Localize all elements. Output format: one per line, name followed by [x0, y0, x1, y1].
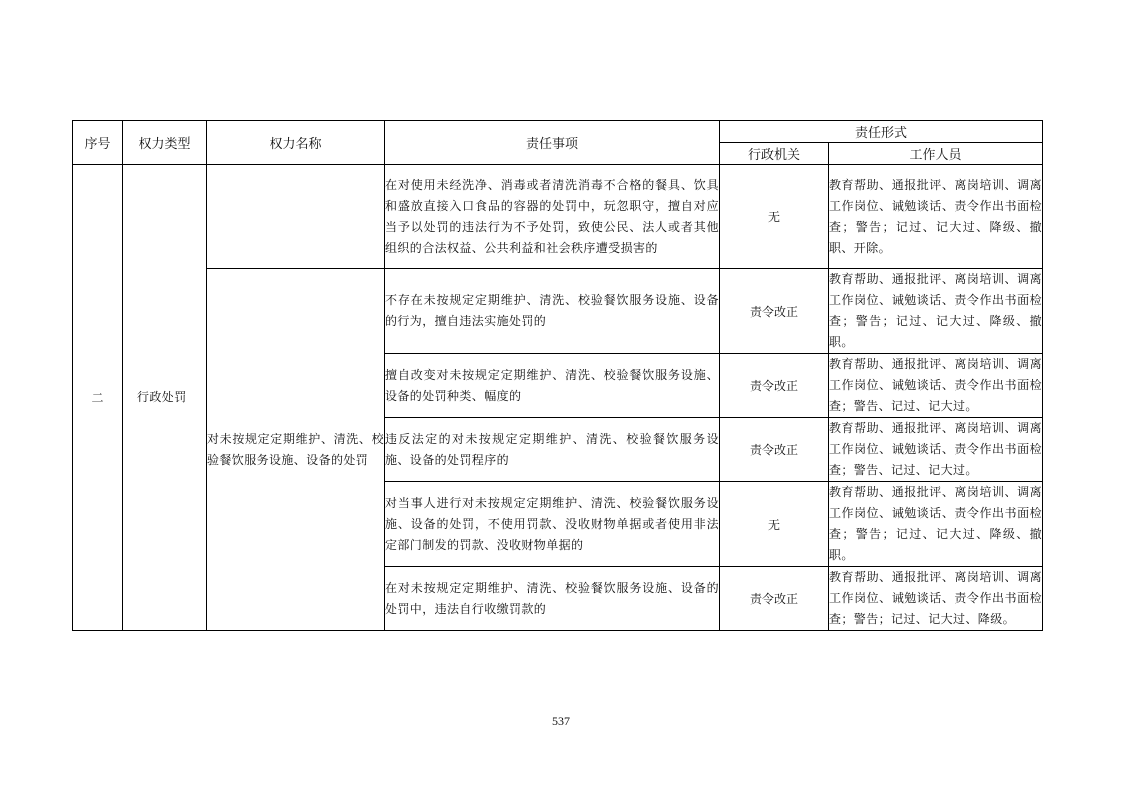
table-row	[73, 165, 1043, 269]
power-name-cell-empty	[207, 165, 385, 269]
header-power-name: 权力名称	[207, 121, 385, 165]
staff-cell: 教育帮助、通报批评、离岗培训、调离工作岗位、诫勉谈话、责令作出书面检查；警告；记过、记大过、降级、撤职。	[829, 482, 1043, 567]
header-form: 责任形式	[720, 121, 1043, 143]
agency-cell: 责令改正	[720, 418, 829, 482]
responsibility-cell: 在对使用未经洗净、消毒或者清洗消毒不合格的餐具、饮具和盛放直接入口食品的容器的处罚中，玩忽职守，擅自对应当予以处罚的违法行为不予处罚，致使公民、法人或者其他组织的合法权益、公共利益和社会秩序遭受损害的	[385, 165, 720, 269]
page-number: 537	[552, 714, 570, 728]
responsibility-cell: 违反法定的对未按规定定期维护、清洗、校验餐饮服务设施、设备的处罚程序的	[385, 418, 720, 482]
staff-cell: 教育帮助、通报批评、离岗培训、调离工作岗位、诫勉谈话、责令作出书面检查；警告、记过、记大过。	[829, 418, 1043, 482]
power-type-cell: 行政处罚	[123, 165, 207, 631]
staff-cell: 教育帮助、通报批评、离岗培训、调离工作岗位、诫勉谈话、责令作出书面检查；警告、记过、记大过。	[829, 354, 1043, 418]
responsibility-cell: 擅自改变对未按规定定期维护、清洗、校验餐饮服务设施、设备的处罚种类、幅度的	[385, 354, 720, 418]
seq-cell: 二	[73, 165, 123, 631]
staff-cell: 教育帮助、通报批评、离岗培训、调离工作岗位、诫勉谈话、责令作出书面检查；警告；记过、记大过、降级。	[829, 567, 1043, 631]
agency-cell: 责令改正	[720, 269, 829, 354]
header-responsibility: 责任事项	[385, 121, 720, 165]
header-row-1	[73, 121, 1043, 143]
responsibility-cell: 对当事人进行对未按规定定期维护、清洗、校验餐饮服务设施、设备的处罚，不使用罚款、没收财物单据或者使用非法定部门制发的罚款、没收财物单据的	[385, 482, 720, 567]
responsibility-cell: 在对未按规定定期维护、清洗、校验餐饮服务设施、设备的处罚中，违法自行收缴罚款的	[385, 567, 720, 631]
responsibility-cell: 不存在未按规定定期维护、清洗、校验餐饮服务设施、设备的行为，擅自违法实施处罚的	[385, 269, 720, 354]
agency-cell: 责令改正	[720, 567, 829, 631]
staff-cell: 教育帮助、通报批评、离岗培训、调离工作岗位、诫勉谈话、责令作出书面检查；警告；记过、记大过、降级、撤职、开除。	[829, 165, 1043, 269]
staff-cell: 教育帮助、通报批评、离岗培训、调离工作岗位、诫勉谈话、责令作出书面检查；警告；记过、记大过、降级、撤职。	[829, 269, 1043, 354]
header-seq: 序号	[73, 121, 123, 165]
header-power-type: 权力类型	[123, 121, 207, 165]
power-name-cell: 对未按规定定期维护、清洗、校验餐饮服务设施、设备的处罚	[207, 269, 385, 631]
responsibility-table	[72, 120, 1043, 631]
header-staff: 工作人员	[829, 143, 1043, 165]
agency-cell: 无	[720, 165, 829, 269]
agency-cell: 无	[720, 482, 829, 567]
table-row	[73, 269, 1043, 354]
agency-cell: 责令改正	[720, 354, 829, 418]
header-agency: 行政机关	[720, 143, 829, 165]
